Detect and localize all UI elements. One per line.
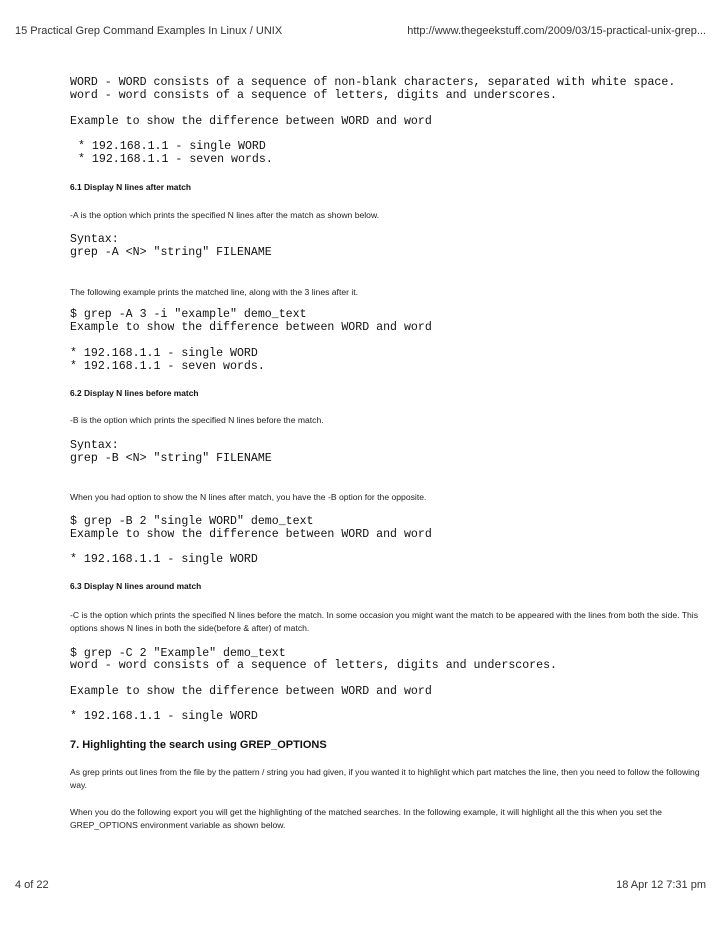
section-heading-6-1: 6.1 Display N lines after match bbox=[70, 182, 192, 192]
bullet-single-word: * 192.168.1.1 - single WORD bbox=[78, 140, 266, 153]
page-footer bbox=[15, 879, 706, 893]
syntax-command-2: grep -B <N> "string" FILENAME bbox=[70, 452, 272, 465]
section-heading-6-2: 6.2 Display N lines before match bbox=[70, 388, 199, 398]
page-url[interactable]: http://www.thegeekstuff.com/2009/03/15-practical-unix-grep... bbox=[407, 25, 706, 37]
word-definition-2: word - word consists of a sequence of letters, digits and underscores. bbox=[70, 89, 558, 102]
output-6-3b: Example to show the difference between WORD and word bbox=[70, 685, 432, 698]
bullet-seven-words: * 192.168.1.1 - seven words. bbox=[78, 153, 273, 166]
command-6-2: $ grep -B 2 "single WORD" demo_text bbox=[70, 515, 314, 528]
page-title: 15 Practical Grep Command Examples In Linux / UNIX bbox=[15, 25, 283, 37]
paragraph-7a: As grep prints out lines from the file by the pattern / string you had given, if you wanted it to highlight which part matches the line, then you need to follow the following way. bbox=[70, 767, 700, 790]
output-6-3: word - word consists of a sequence of letters, digits and underscores. bbox=[70, 659, 558, 672]
page-number: 4 of 22 bbox=[15, 879, 49, 891]
print-datetime: 18 Apr 12 7:31 pm bbox=[616, 879, 706, 891]
output-6-2: Example to show the difference between WORD and word bbox=[70, 528, 432, 541]
command-6-3: $ grep -C 2 "Example" demo_text bbox=[70, 647, 286, 660]
paragraph-6-1b: The following example prints the matched line, along with the 3 lines after it. bbox=[70, 287, 359, 297]
paragraph-6-2b: When you had option to show the N lines after match, you have the -B option for the opposite. bbox=[70, 492, 427, 502]
paragraph-6-2: -B is the option which prints the specified N lines before the match. bbox=[70, 415, 324, 425]
section-heading-7: 7. Highlighting the search using GREP_OPTIONS bbox=[70, 739, 327, 751]
paragraph-6-1: -A is the option which prints the specified N lines after the match as shown below. bbox=[70, 210, 380, 220]
page-header bbox=[15, 25, 706, 39]
syntax-label-1: Syntax: bbox=[70, 233, 119, 246]
word-definition-1: WORD - WORD consists of a sequence of non-blank characters, separated with white space. bbox=[70, 76, 676, 89]
paragraph-6-3: -C is the option which prints the specified N lines before the match. In some occasion you might want the match to be appeared with the lines from both the side. This options shows N lines in both the side(before & after) of match. bbox=[70, 610, 698, 633]
output-6-1-bullet-b: * 192.168.1.1 - seven words. bbox=[70, 360, 265, 373]
paragraph-7b: When you do the following export you will get the highlighting of the matched searches. In the following example, it will highlight all the this when you set the GREP_OPTIONS environment variable as shown below. bbox=[70, 807, 662, 830]
syntax-command-1: grep -A <N> "string" FILENAME bbox=[70, 246, 272, 259]
section-heading-6-3: 6.3 Display N lines around match bbox=[70, 581, 202, 591]
example-line: Example to show the difference between WORD and word bbox=[70, 115, 432, 128]
output-6-2-bullet: * 192.168.1.1 - single WORD bbox=[70, 553, 258, 566]
output-6-3c: * 192.168.1.1 - single WORD bbox=[70, 710, 258, 723]
output-6-1-bullet-a: * 192.168.1.1 - single WORD bbox=[70, 347, 258, 360]
output-6-1: Example to show the difference between WORD and word bbox=[70, 321, 432, 334]
syntax-label-2: Syntax: bbox=[70, 439, 119, 452]
command-6-1: $ grep -A 3 -i "example" demo_text bbox=[70, 308, 307, 321]
